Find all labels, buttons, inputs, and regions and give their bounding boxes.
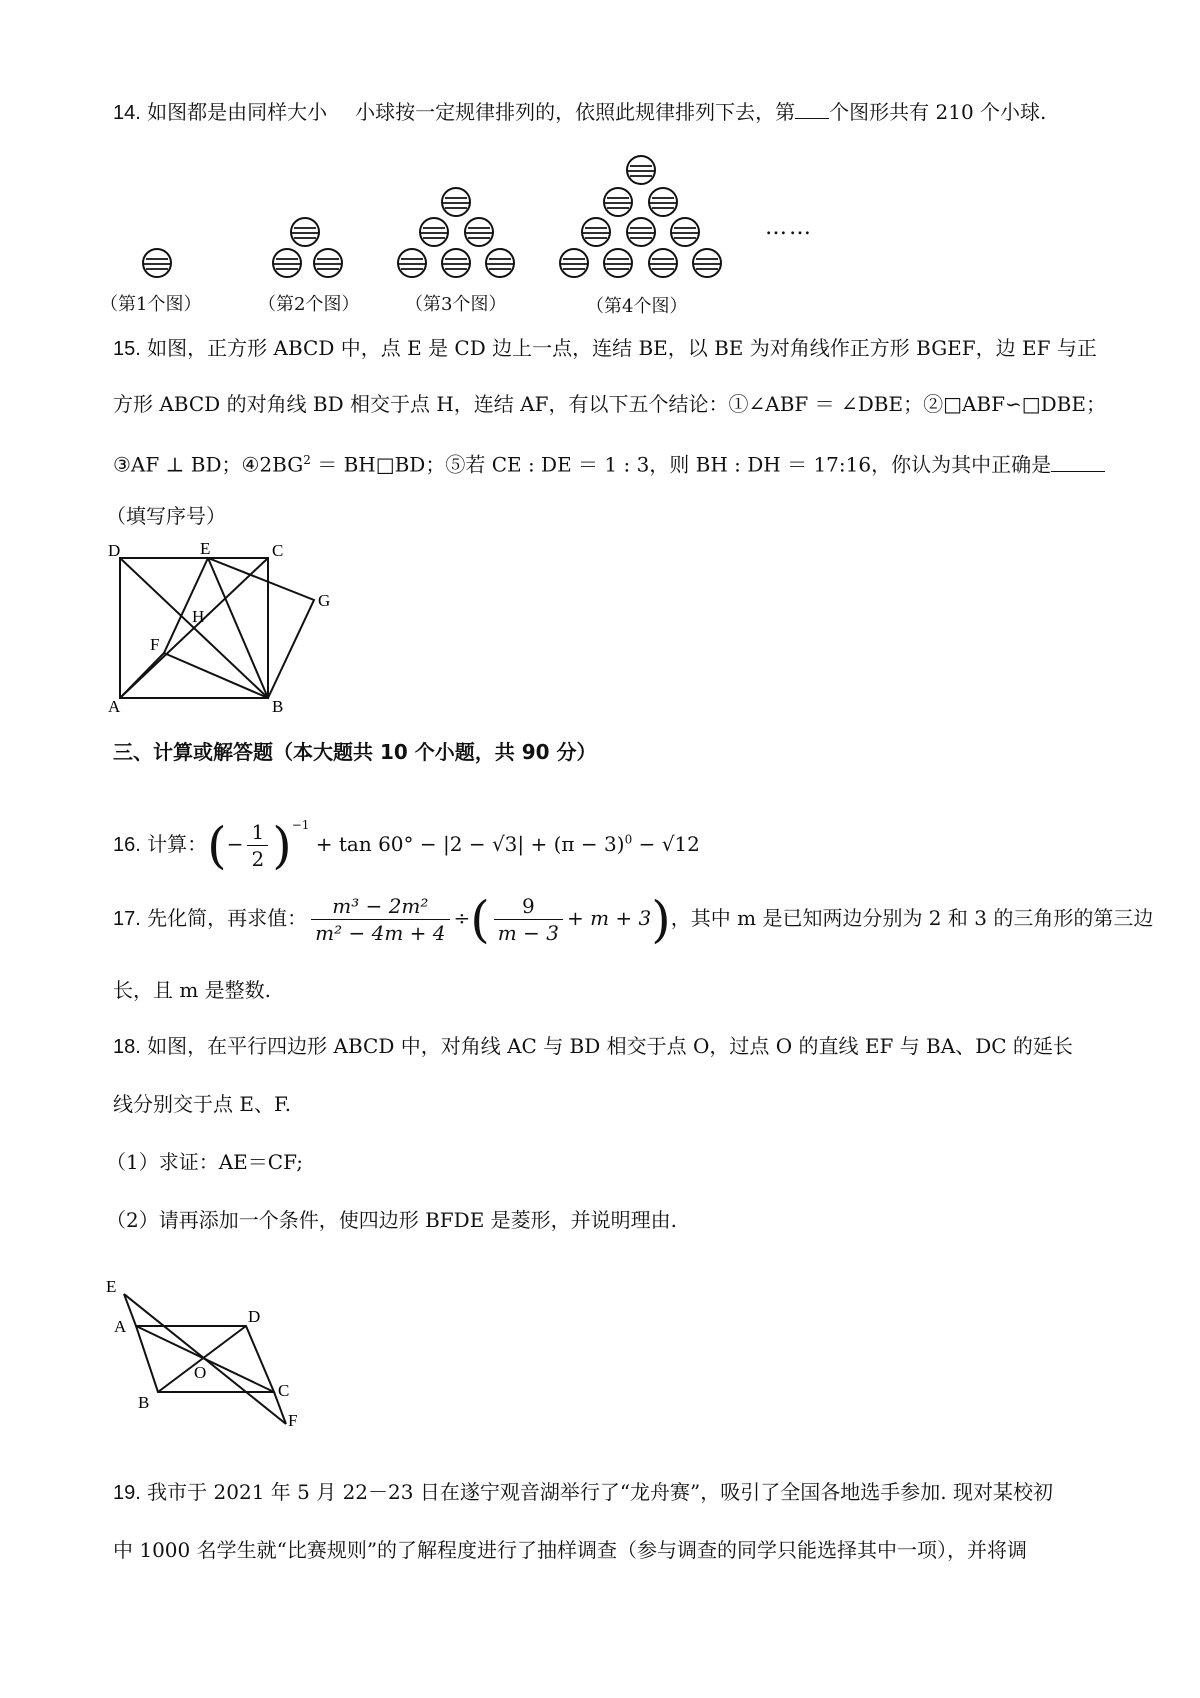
exponent: −1 bbox=[291, 818, 310, 832]
q15-text: 如图，正方形 ABCD 中，点 E 是 CD 边上一点，连结 BE，以 BE 为对角线作正方形 BGEF，边 EF 与正 bbox=[147, 336, 1097, 360]
ball bbox=[604, 249, 632, 277]
ball bbox=[143, 249, 171, 277]
label-C: C bbox=[272, 541, 284, 560]
label-D: D bbox=[108, 541, 121, 560]
q18-part2: （2）请再添加一个条件，使四边形 BFDE 是菱形，并说明理由. bbox=[106, 1208, 678, 1232]
q15-text: ③AF ⊥ BD；④2BG bbox=[113, 452, 304, 477]
numerator: 9 bbox=[522, 894, 535, 918]
square-diagram bbox=[100, 540, 340, 720]
ball bbox=[314, 249, 342, 277]
label-H: H bbox=[192, 607, 205, 626]
ball bbox=[442, 188, 470, 216]
fraction bbox=[247, 819, 268, 872]
label-A: A bbox=[108, 697, 121, 716]
answer-blank bbox=[795, 118, 829, 119]
q15-text: ＝ BH□BD；⑤若 CE : DE ＝ 1 : 3，则 BH : DH ＝ 17:16，你认为其中正确是 bbox=[310, 452, 1052, 477]
q19-line1 bbox=[113, 1478, 1053, 1507]
label-B: B bbox=[272, 697, 284, 716]
question-number: 19. bbox=[113, 1482, 141, 1504]
answer-blank bbox=[1051, 471, 1105, 472]
ball bbox=[398, 249, 426, 277]
label-B: B bbox=[138, 1393, 150, 1412]
label-G: G bbox=[318, 591, 331, 610]
q18-text: 如图，在平行四边形 ABCD 中，对角线 AC 与 BD 相交于点 O，过点 O 的直线 EF 与 BA、DC 的延长 bbox=[147, 1034, 1073, 1058]
q19-text: 我市于 2021 年 5 月 22－23 日在遂宁观音湖举行了“龙舟赛”，吸引了全国各地选手参加. 现对某校初 bbox=[147, 1480, 1054, 1504]
ball bbox=[560, 249, 588, 277]
numerator: 1 bbox=[251, 820, 265, 844]
label-F: F bbox=[288, 1411, 298, 1428]
divide-sign: ÷ bbox=[453, 906, 471, 930]
ball bbox=[273, 249, 301, 277]
caption-fig3: （第3个图） bbox=[405, 294, 507, 315]
ball bbox=[627, 218, 655, 246]
caption-fig4: （第4个图） bbox=[586, 296, 688, 317]
q14-text-c: 个图形共有 210 个小球. bbox=[829, 100, 1047, 124]
q18-line1 bbox=[113, 1032, 1073, 1061]
denominator: m − 3 bbox=[494, 919, 563, 946]
q14-text-a: 如图都是由同样大小 bbox=[147, 100, 328, 124]
q15-line2: 方形 ABCD 的对角线 BD 相交于点 H，连结 AF，有以下五个结论：①∠ABF ＝ ∠DBE；②□ABF∽□DBE； bbox=[113, 392, 1106, 416]
label-C: C bbox=[278, 1381, 290, 1400]
q14-line bbox=[113, 98, 1046, 127]
ball bbox=[604, 188, 632, 216]
ball bbox=[486, 249, 514, 277]
q15-line3 bbox=[113, 446, 1105, 479]
label-F: F bbox=[150, 635, 160, 654]
q18-part1: （1）求证：AE＝CF; bbox=[106, 1150, 303, 1174]
q17-suffix: ，其中 m 是已知两边分别为 2 和 3 的三角形的第三边 bbox=[670, 906, 1154, 930]
label-O: O bbox=[194, 1363, 207, 1382]
denominator: 2 bbox=[247, 845, 268, 872]
fraction bbox=[494, 893, 563, 946]
q16-prefix: 计算： bbox=[147, 832, 208, 856]
question-number: 14. bbox=[113, 102, 141, 124]
question-number: 15. bbox=[113, 338, 141, 360]
q17-line1: 17. 先化简，再求值： $\frac{\text{m³ − 2m²}}{\text{m² − 4m + 4}}$ ÷( $\frac{9}{m - 3}$ + m + 3)，其中 m 是已知两边分别为 2 和 3 的三角形的第三边 bbox=[113, 890, 1154, 949]
fraction bbox=[311, 893, 449, 946]
parallelogram-diagram bbox=[100, 1268, 310, 1428]
ball bbox=[627, 156, 655, 184]
q15-line1 bbox=[113, 334, 1097, 363]
ball bbox=[442, 249, 470, 277]
label-A: A bbox=[114, 1317, 127, 1336]
q15-line4: （填写序号） bbox=[106, 504, 226, 528]
label-E: E bbox=[106, 1277, 117, 1296]
question-number: 17. bbox=[113, 908, 141, 930]
q17-expression: + m + 3 bbox=[566, 906, 652, 930]
ball bbox=[420, 218, 448, 246]
q16-expression: + tan 60° − |2 − √3| + (π − 3) bbox=[315, 832, 625, 856]
q18-line2: 线分别交于点 E、F. bbox=[113, 1092, 292, 1116]
ellipsis: …… bbox=[765, 215, 813, 240]
ball bbox=[465, 218, 493, 246]
q16-line: 16. 计算：(− $\frac{1}{2}$ )$^{-1} + \tan 60^\circ - |2 - √3| + (\pi - 3)^0 - √12$ bbox=[113, 816, 700, 875]
ball bbox=[671, 218, 699, 246]
q19-line2: 中 1000 名学生就“比赛规则”的了解程度进行了抽样调查（参与调查的同学只能选择其中一项），并将调 bbox=[113, 1538, 1028, 1562]
caption-fig1: （第1个图） bbox=[100, 294, 202, 315]
section-heading: 三、计算或解答题（本大题共 10 个小题，共 90 分） bbox=[113, 740, 597, 764]
q17-prefix: 先化简，再求值： bbox=[147, 906, 308, 930]
numerator: m³ − 2m² bbox=[332, 894, 429, 918]
label-D: D bbox=[248, 1307, 261, 1326]
ball bbox=[649, 188, 677, 216]
q17-line2: 长，且 m 是整数. bbox=[113, 978, 272, 1002]
ball bbox=[693, 249, 721, 277]
q16-expression: − √12 bbox=[632, 832, 700, 856]
exponent: 0 bbox=[624, 832, 633, 847]
caption-fig2: （第2个图） bbox=[258, 294, 360, 315]
ball bbox=[291, 218, 319, 246]
label-E: E bbox=[200, 540, 211, 558]
ball bbox=[649, 249, 677, 277]
ball bbox=[582, 218, 610, 246]
denominator: m² − 4m + 4 bbox=[311, 919, 449, 946]
ball-pattern-figure bbox=[0, 140, 1200, 300]
question-number: 18. bbox=[113, 1036, 141, 1058]
superscript: 2 bbox=[303, 453, 311, 467]
q14-text-b: 小球按一定规律排列的，依照此规律排列下去，第 bbox=[355, 100, 796, 124]
question-number: 16. bbox=[113, 834, 141, 856]
